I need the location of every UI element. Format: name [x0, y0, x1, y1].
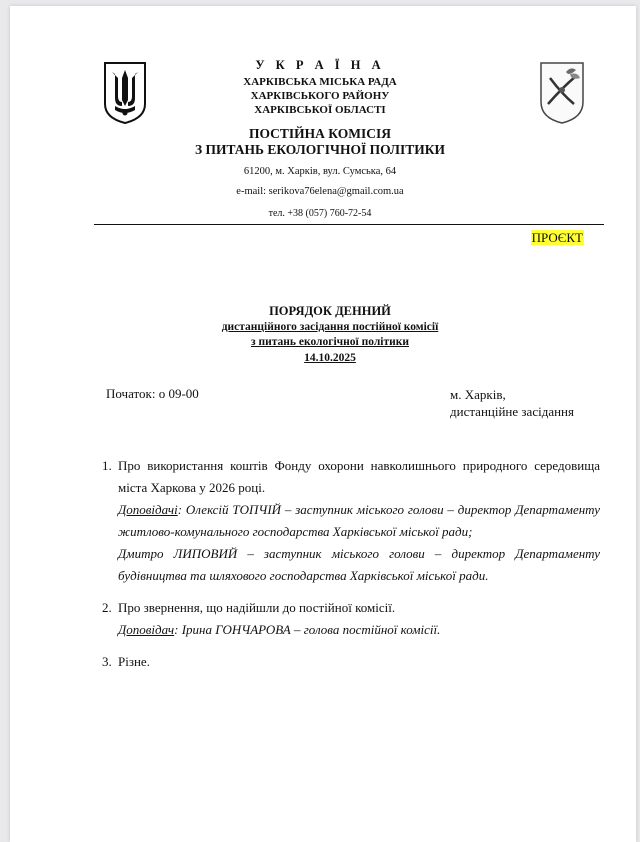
agenda-item-number: 1.	[102, 458, 112, 473]
header-region: ХАРКІВСЬКОЇ ОБЛАСТІ	[254, 104, 386, 116]
agenda-subtitle-line1: дистанційного засідання постійної комісії	[221, 320, 439, 333]
agenda-item-number: 2.	[102, 600, 112, 615]
header-commission-line2: З ПИТАНЬ ЕКОЛОГІЧНОЇ ПОЛІТИКИ	[194, 142, 446, 157]
draft-highlight: ПРОЄКТ	[531, 230, 583, 245]
agenda-item	[102, 597, 600, 641]
speaker-1: : Ірина ГОНЧАРОВА – голова постійної комісії.	[174, 622, 441, 637]
draft-label	[531, 230, 584, 246]
kharkiv-coat-of-arms-icon	[538, 60, 586, 126]
agenda-title: ПОРЯДОК ДЕННИЙ	[269, 304, 391, 318]
header-address: 61200, м. Харків, вул. Сумська, 64	[243, 166, 397, 177]
agenda-item-text: Різне.	[118, 654, 150, 669]
header-country: У К Р А Ї Н А	[255, 58, 385, 72]
agenda-item-text: Про звернення, що надійшли до постійної комісії.	[118, 600, 396, 615]
speakers-label: Доповідачі	[118, 502, 178, 517]
speakers-label: Доповідач	[118, 622, 175, 637]
agenda-item	[102, 651, 600, 673]
agenda-title-block	[110, 304, 550, 366]
header-district: ХАРКІВСЬКОГО РАЙОНУ	[250, 90, 390, 102]
header-email: e-mail: serikova76elena@gmail.com.ua	[236, 186, 404, 197]
agenda-date: 14.10.2025	[304, 351, 356, 364]
agenda-item	[102, 455, 600, 587]
header-council: ХАРКІВСЬКА МІСЬКА РАДА	[243, 76, 397, 88]
agenda-item-text: Про використання коштів Фонду охорони навколишнього природного середовища міста Харкова у 2026 році.	[118, 458, 600, 495]
agenda-item-number: 3.	[102, 654, 112, 669]
meeting-city: м. Харків,	[450, 387, 506, 402]
agenda-list	[102, 455, 600, 683]
document-page	[10, 6, 636, 842]
speaker-2: Дмитро ЛИПОВИЙ – заступник міського голови – директор Департаменту будівництва та шляхового господарства Харківської міської ради.	[118, 546, 600, 583]
speaker-1: : Олексій ТОПЧІЙ – заступник міського голови – директор Департаменту житлово-комунального господарства Харківської міської ради;	[118, 502, 600, 539]
agenda-item-speakers	[118, 499, 600, 543]
agenda-subtitle-line2: з питань екологічної політики	[251, 336, 409, 348]
header-commission-line1: ПОСТІЙНА КОМІСІЯ	[248, 126, 391, 141]
agenda-item-speakers	[118, 619, 600, 641]
header-phone: тел. +38 (057) 760-72-54	[268, 208, 372, 219]
meeting-format: дистанційне засідання	[450, 404, 574, 419]
header-divider	[94, 224, 604, 225]
meeting-start: Початок: о 09-00	[106, 386, 199, 401]
meeting-location	[450, 386, 574, 420]
